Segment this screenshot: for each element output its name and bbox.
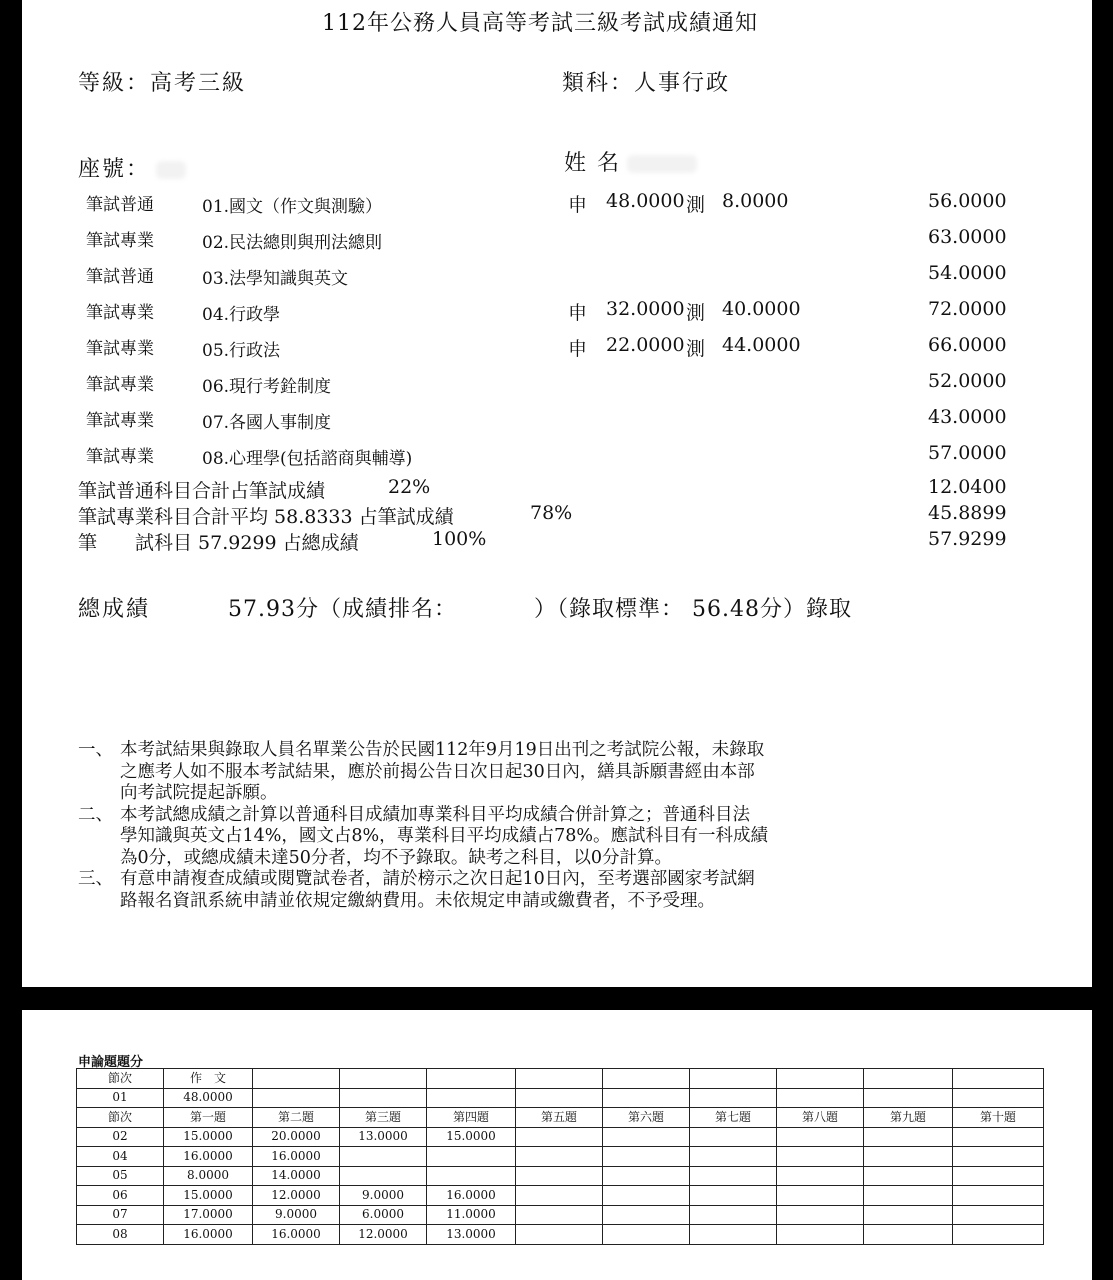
table-cell <box>777 1147 864 1167</box>
table-cell <box>427 1069 516 1089</box>
subject-score: 57.0000 <box>928 442 1007 464</box>
essay-score-page <box>22 1010 1092 1280</box>
table-cell: 13.0000 <box>427 1225 516 1245</box>
summary-value: 45.8899 <box>928 502 1007 524</box>
table-cell <box>603 1205 690 1225</box>
table-cell <box>953 1225 1044 1245</box>
table-cell <box>603 1127 690 1147</box>
table-cell <box>516 1186 603 1206</box>
table-cell: 第二題 <box>253 1108 340 1128</box>
total-score-text: 57.93分（成績排名： <box>228 597 457 622</box>
table-cell <box>253 1069 340 1089</box>
table-cell <box>690 1088 777 1108</box>
note-line: 之應考人如不服本考試結果，應於前揭公告日次日起30日內，繕具訴願書經由本部 <box>120 761 755 782</box>
test-score: 40.0000 <box>722 298 801 320</box>
note-number: 二、 <box>78 804 113 825</box>
table-cell <box>953 1147 1044 1167</box>
table-cell <box>864 1205 953 1225</box>
table-cell <box>953 1088 1044 1108</box>
table-row <box>77 1166 1044 1186</box>
table-cell <box>516 1069 603 1089</box>
table-cell: 05 <box>77 1166 164 1186</box>
subject-name: 02.民法總則與刑法總則 <box>202 233 383 253</box>
test-tag: 測 <box>686 194 706 216</box>
table-cell: 12.0000 <box>253 1186 340 1206</box>
table-cell <box>690 1186 777 1206</box>
table-row <box>77 1088 1044 1108</box>
total-score-label: 總成績 <box>78 597 151 622</box>
table-row <box>77 1127 1044 1147</box>
table-cell <box>777 1166 864 1186</box>
table-cell <box>777 1127 864 1147</box>
subject-name: 08.心理學(包括諮商與輔導) <box>202 449 413 469</box>
table-cell <box>953 1166 1044 1186</box>
table-cell: 第五題 <box>516 1108 603 1128</box>
essay-tag: 申 <box>568 194 588 216</box>
table-cell: 16.0000 <box>427 1186 516 1206</box>
table-header-row <box>77 1069 1044 1089</box>
table-cell <box>516 1127 603 1147</box>
table-cell: 11.0000 <box>427 1205 516 1225</box>
table-cell <box>427 1147 516 1167</box>
table-cell: 8.0000 <box>164 1166 253 1186</box>
table-cell: 01 <box>77 1088 164 1108</box>
test-score: 8.0000 <box>722 190 789 212</box>
table-cell <box>516 1205 603 1225</box>
table-row <box>77 1225 1044 1245</box>
table-cell <box>777 1205 864 1225</box>
table-cell <box>603 1166 690 1186</box>
table-cell: 17.0000 <box>164 1205 253 1225</box>
subject-type: 筆試普通 <box>86 267 154 287</box>
table-cell <box>690 1166 777 1186</box>
table-cell <box>603 1147 690 1167</box>
table-cell: 第十題 <box>953 1108 1044 1128</box>
table-cell <box>340 1147 427 1167</box>
essay-tag: 申 <box>568 302 588 324</box>
table-cell <box>690 1205 777 1225</box>
table-cell: 第九題 <box>864 1108 953 1128</box>
note-line: 有意申請複查成績或閱覽試卷者，請於榜示之次日起10日內，至考選部國家考試網 <box>120 869 755 889</box>
table-cell: 07 <box>77 1205 164 1225</box>
table-cell <box>690 1127 777 1147</box>
table-cell <box>690 1069 777 1089</box>
table-cell <box>340 1166 427 1186</box>
essay-tag: 申 <box>568 338 588 360</box>
score-notice-page <box>22 0 1092 987</box>
subject-type: 筆試普通 <box>86 195 154 215</box>
subject-score: 66.0000 <box>928 334 1007 356</box>
table-cell: 15.0000 <box>164 1127 253 1147</box>
subject-name: 06.現行考銓制度 <box>202 377 332 397</box>
summary-percent: 100% <box>432 528 487 550</box>
summary-label: 筆試專業科目合計平均 58.8333 占筆試成績 <box>78 506 454 528</box>
table-cell: 第三題 <box>340 1108 427 1128</box>
essay-score-caption: 申論題題分 <box>78 1055 144 1070</box>
redacted-name <box>627 155 697 173</box>
table-cell: 15.0000 <box>427 1127 516 1147</box>
subject-type: 筆試專業 <box>86 375 154 395</box>
table-cell: 08 <box>77 1225 164 1245</box>
note-number: 一、 <box>78 740 113 760</box>
test-tag: 測 <box>686 338 706 360</box>
summary-percent: 78% <box>530 502 573 524</box>
table-cell <box>864 1127 953 1147</box>
essay-score: 32.0000 <box>606 298 685 320</box>
subject-score: 54.0000 <box>928 262 1007 284</box>
note-line: 本考試結果與錄取人員名單業公告於民國112年9月19日出刊之考試院公報，未錄取 <box>120 740 765 760</box>
table-cell <box>864 1069 953 1089</box>
subject-score: 72.0000 <box>928 298 1007 320</box>
table-cell: 第八題 <box>777 1108 864 1128</box>
table-cell <box>864 1147 953 1167</box>
table-cell <box>777 1225 864 1245</box>
table-row <box>77 1186 1044 1206</box>
table-cell: 04 <box>77 1147 164 1167</box>
table-cell: 13.0000 <box>340 1127 427 1147</box>
table-cell <box>603 1186 690 1206</box>
table-cell: 9.0000 <box>253 1205 340 1225</box>
summary-percent: 22% <box>388 476 431 498</box>
table-row <box>77 1205 1044 1225</box>
table-cell <box>340 1088 427 1108</box>
table-cell: 6.0000 <box>340 1205 427 1225</box>
table-cell: 16.0000 <box>253 1147 340 1167</box>
subject-score: 56.0000 <box>928 190 1007 212</box>
table-cell: 48.0000 <box>164 1088 253 1108</box>
subject-name: 03.法學知識與英文 <box>202 269 349 289</box>
table-cell <box>864 1088 953 1108</box>
table-row <box>77 1147 1044 1167</box>
subject-type: 筆試專業 <box>86 231 154 251</box>
table-cell <box>253 1088 340 1108</box>
table-cell <box>777 1069 864 1089</box>
table-cell <box>864 1186 953 1206</box>
table-cell: 06 <box>77 1186 164 1206</box>
table-cell: 16.0000 <box>164 1225 253 1245</box>
table-cell <box>516 1166 603 1186</box>
table-cell: 12.0000 <box>340 1225 427 1245</box>
subject-type: 筆試專業 <box>86 303 154 323</box>
table-cell <box>603 1088 690 1108</box>
essay-score: 22.0000 <box>606 334 685 356</box>
table-cell <box>516 1147 603 1167</box>
subject-score: 52.0000 <box>928 370 1007 392</box>
table-cell <box>953 1186 1044 1206</box>
table-cell: 15.0000 <box>164 1186 253 1206</box>
subject-score: 43.0000 <box>928 406 1007 428</box>
table-cell <box>953 1127 1044 1147</box>
summary-label: 筆試普通科目合計占筆試成績 <box>78 480 326 502</box>
table-cell <box>516 1088 603 1108</box>
table-header-row <box>77 1108 1044 1128</box>
essay-score-table <box>76 1068 1044 1245</box>
table-cell: 16.0000 <box>253 1225 340 1245</box>
redacted-seat <box>156 161 186 179</box>
table-cell <box>953 1205 1044 1225</box>
table-cell <box>603 1069 690 1089</box>
subject-name: 04.行政學 <box>202 305 281 325</box>
table-cell: 9.0000 <box>340 1186 427 1206</box>
table-cell <box>427 1088 516 1108</box>
essay-score: 48.0000 <box>606 190 685 212</box>
page-title: 112年公務人員高等考試三級考試成績通知 <box>322 11 758 36</box>
subject-name: 05.行政法 <box>202 341 281 361</box>
table-cell: 第四題 <box>427 1108 516 1128</box>
subject-score: 63.0000 <box>928 226 1007 248</box>
table-cell: 第六題 <box>603 1108 690 1128</box>
table-cell <box>864 1225 953 1245</box>
subject-name: 01.國文（作文與測驗） <box>202 197 383 217</box>
table-cell <box>427 1166 516 1186</box>
table-cell <box>777 1088 864 1108</box>
table-cell: 第七題 <box>690 1108 777 1128</box>
table-cell <box>864 1166 953 1186</box>
summary-value: 12.0400 <box>928 476 1007 498</box>
test-score: 44.0000 <box>722 334 801 356</box>
table-cell <box>777 1186 864 1206</box>
exam-level: 等級：高考三級 <box>78 71 247 96</box>
candidate-name-label: 姓 名 <box>564 146 697 177</box>
table-cell: 節次 <box>77 1069 164 1089</box>
subject-name: 07.各國人事制度 <box>202 413 332 433</box>
table-cell <box>690 1147 777 1167</box>
note-number: 三、 <box>78 869 113 889</box>
table-cell <box>953 1069 1044 1089</box>
table-cell: 20.0000 <box>253 1127 340 1147</box>
summary-label: 筆 試科目 57.9299 占總成績 <box>78 532 359 554</box>
test-tag: 測 <box>686 302 706 324</box>
table-cell <box>516 1225 603 1245</box>
note-line: 學知識與英文占14%，國文占8%，專業科目平均成績占78%。應試科目有一科成績 <box>120 826 769 846</box>
table-cell: 節次 <box>77 1108 164 1128</box>
table-cell <box>690 1225 777 1245</box>
subject-type: 筆試專業 <box>86 411 154 431</box>
table-cell: 16.0000 <box>164 1147 253 1167</box>
admission-result: ）（錄取標準： 56.48分）錄取 <box>534 597 852 622</box>
table-cell: 14.0000 <box>253 1166 340 1186</box>
subject-type: 筆試專業 <box>86 339 154 359</box>
note-line: 路報名資訊系統申請並依規定繳納費用。未依規定申請或繳費者，不予受理。 <box>120 890 715 911</box>
table-cell: 第一題 <box>164 1108 253 1128</box>
table-cell <box>603 1225 690 1245</box>
exam-category: 類科：人事行政 <box>562 71 731 96</box>
table-cell: 作 文 <box>164 1069 253 1089</box>
note-line: 本考試總成績之計算以普通科目成績加專業科目平均成績合併計算之；普通科目法 <box>120 804 750 825</box>
table-cell <box>340 1069 427 1089</box>
subject-type: 筆試專業 <box>86 447 154 467</box>
note-line: 為0分，或總成績未達50分者，均不予錄取。缺考之科目，以0分計算。 <box>120 847 673 868</box>
seat-number-label: 座號： <box>78 152 186 183</box>
table-cell: 02 <box>77 1127 164 1147</box>
note-line: 向考試院提起訴願。 <box>120 783 278 803</box>
summary-value: 57.9299 <box>928 528 1007 550</box>
